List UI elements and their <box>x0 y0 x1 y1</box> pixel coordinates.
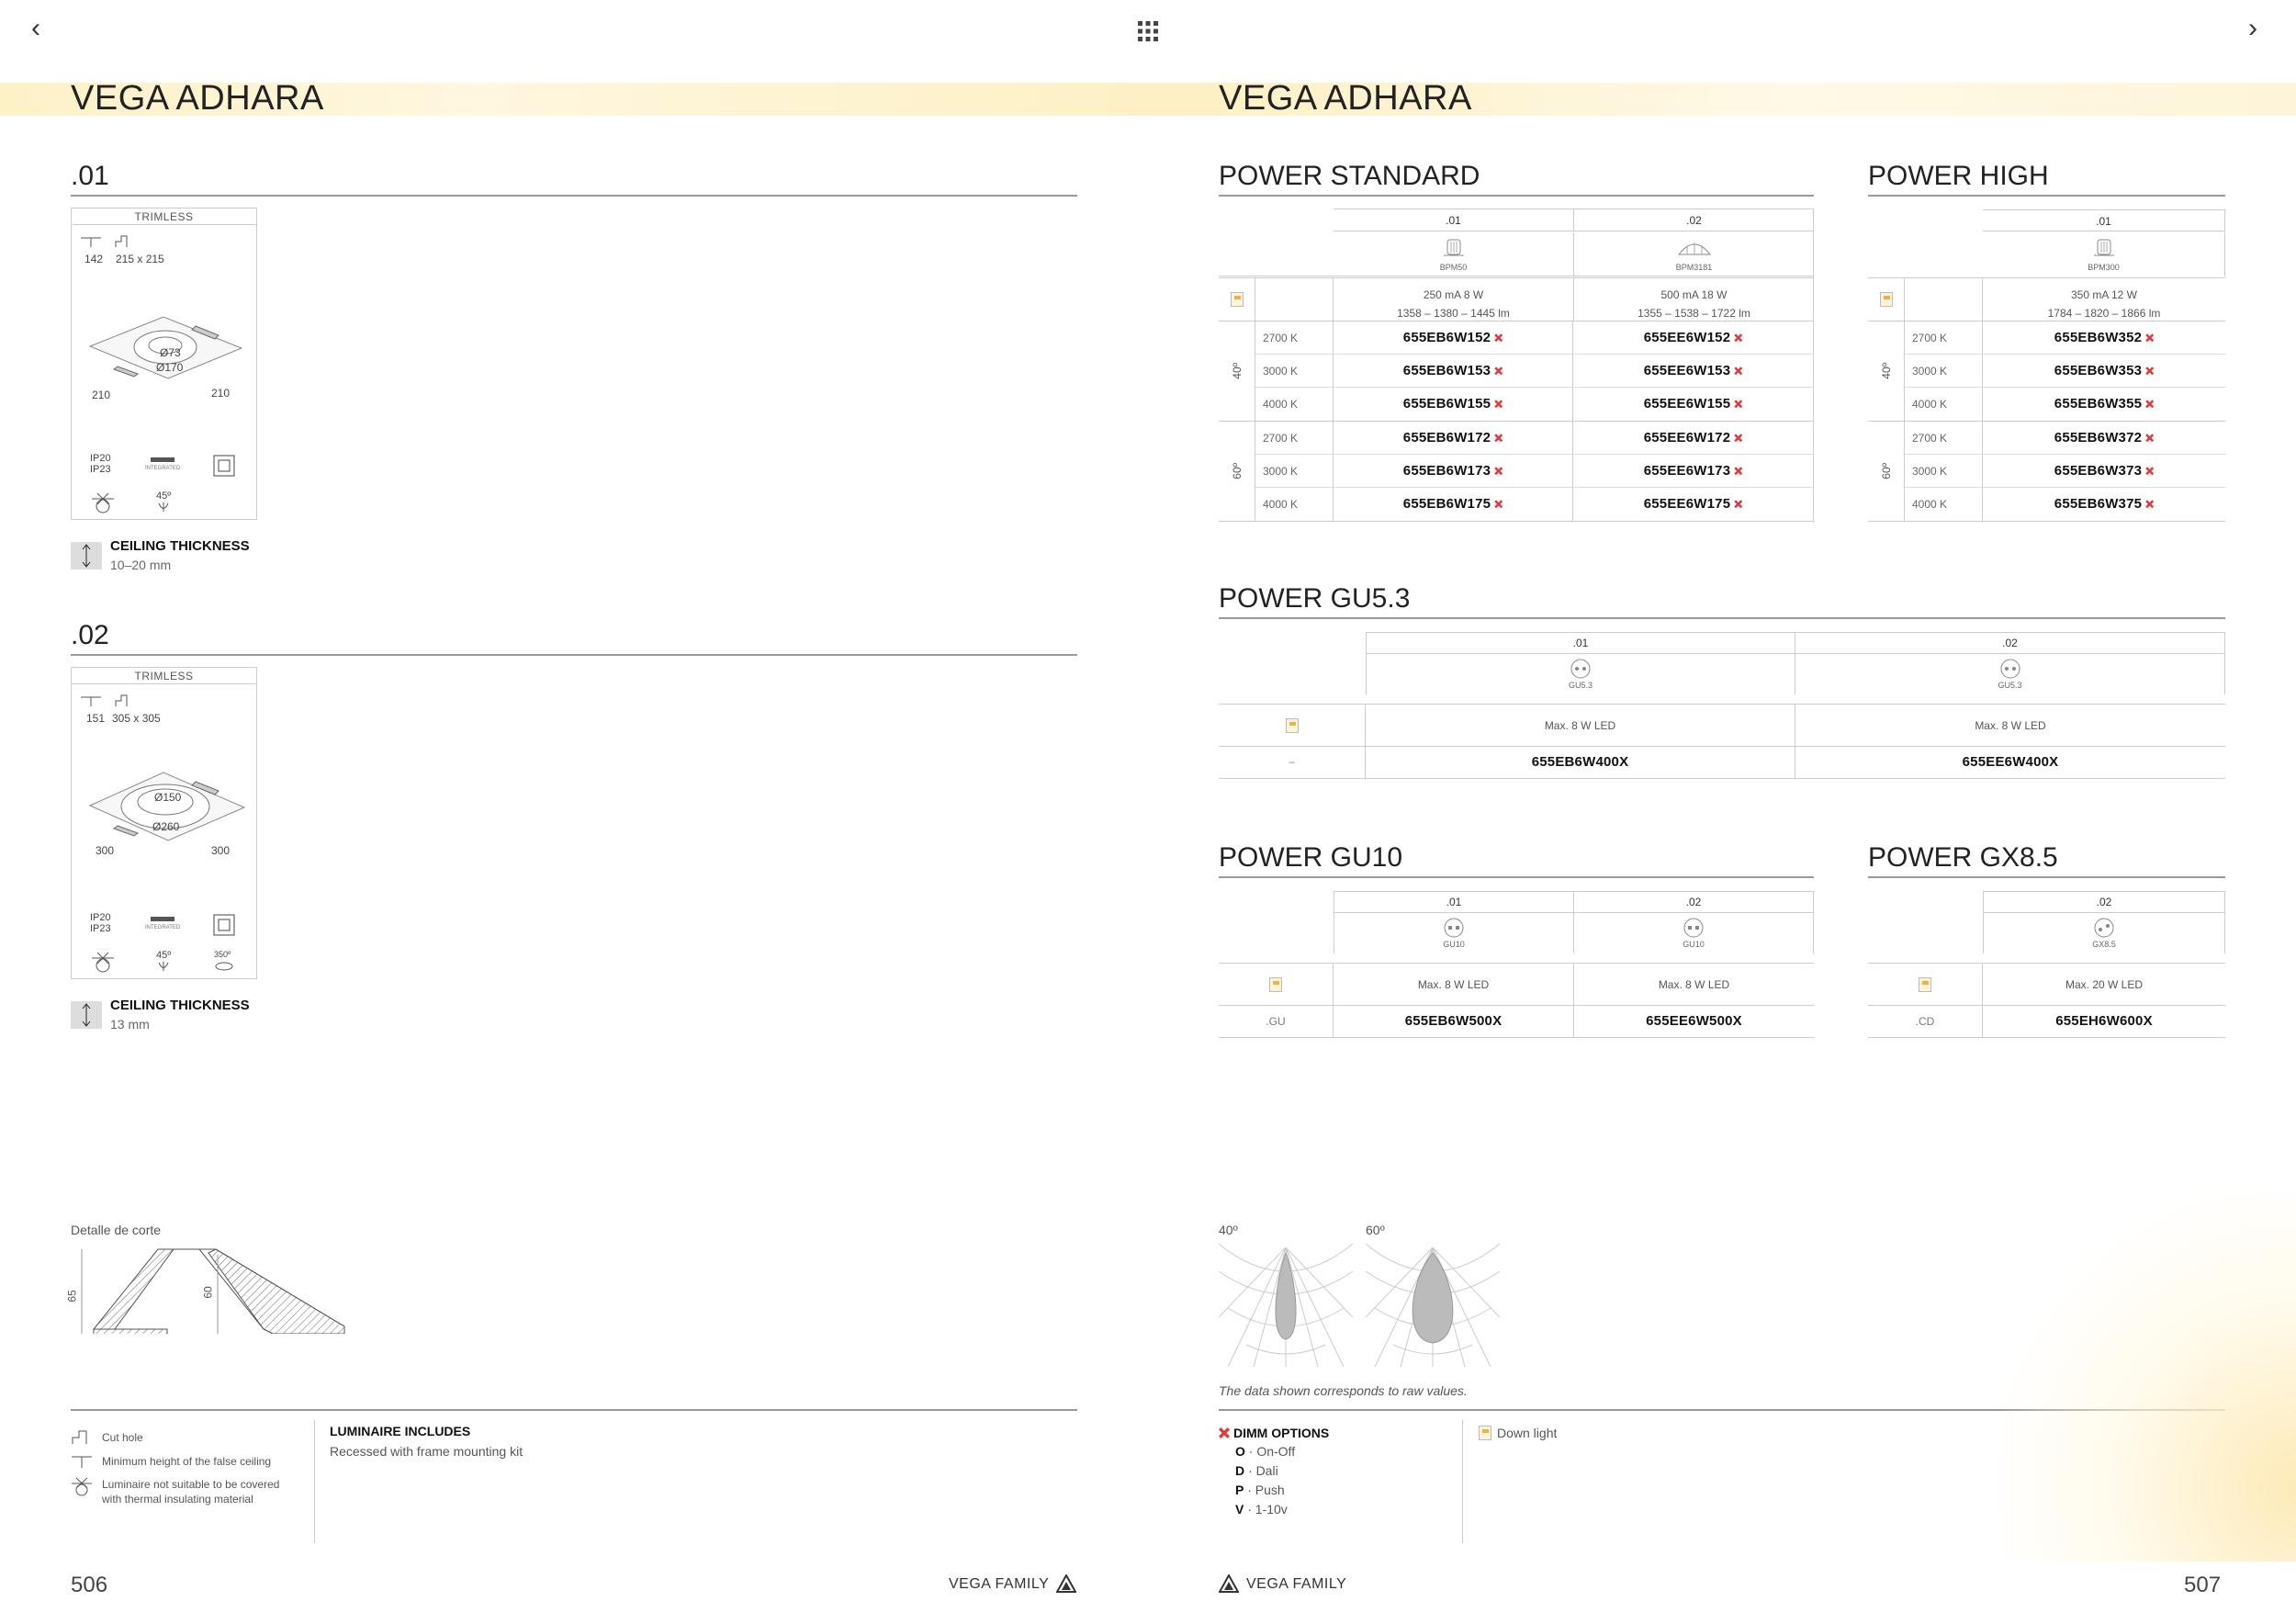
dimm-icon <box>2145 400 2154 408</box>
power-value: 350 mA 12 W <box>2070 288 2138 301</box>
power-value: Max. 8 W LED <box>1366 705 1795 746</box>
gu53-lamp-icon <box>1999 658 2021 680</box>
ps-lamps <box>1334 232 1814 276</box>
ps-power-row <box>1219 277 1814 321</box>
ceiling-thickness-value: 13 mm <box>110 1017 150 1032</box>
dimm-icon <box>1734 333 1742 342</box>
product-code: 655EB6W400X <box>1366 747 1795 778</box>
lamp-name: GU10 <box>1683 940 1705 949</box>
product-code: 655EB6W373 <box>2054 463 2143 479</box>
color-temp: 4000 K <box>1255 488 1334 521</box>
dimm-icon <box>2145 367 2154 375</box>
detail-height-1: 65 <box>65 1290 79 1303</box>
top-nav <box>0 0 2296 61</box>
gu10-header <box>1334 891 1814 953</box>
downlight-legend <box>1479 1426 1557 1440</box>
gu10-body <box>1219 963 1814 1038</box>
dimm-icon <box>1734 434 1742 442</box>
table-row <box>1255 355 1814 388</box>
product-code-cell <box>1573 355 1813 387</box>
luminaire-includes-text: Recessed with frame mounting kit <box>330 1444 523 1459</box>
vega-logo-icon <box>1219 1574 1239 1593</box>
row-label: .GU <box>1219 1006 1334 1037</box>
dimm-icon <box>2145 333 2154 342</box>
color-temp: 2700 K <box>1905 321 1983 354</box>
dimm-list <box>1219 1442 1329 1519</box>
color-temp: 2700 K <box>1905 422 1983 454</box>
row-label: – <box>1219 747 1366 778</box>
product-code: 655EE6W155 <box>1643 396 1731 412</box>
downlight-icon <box>1231 292 1244 307</box>
tilt-value: 45º <box>156 491 172 502</box>
legend-text: Minimum height of the false ceiling <box>102 1455 272 1468</box>
power-value: 500 mA 18 W <box>1660 288 1728 301</box>
spec-card-02 <box>71 667 257 979</box>
angle-group <box>1868 422 2225 522</box>
color-temp: 4000 K <box>1255 388 1334 421</box>
power-value: Max. 8 W LED <box>1975 719 2046 732</box>
tilt-value: 45º <box>156 950 172 961</box>
lamp-name: GX8.5 <box>2092 940 2116 949</box>
product-code: 655EE6W153 <box>1643 363 1731 378</box>
width-1: 210 <box>92 389 111 401</box>
table-row <box>1905 321 2225 355</box>
gu10-lamp-icon <box>1443 917 1465 939</box>
section-01-heading: .01 <box>71 158 1077 197</box>
color-temp: 3000 K <box>1255 455 1334 487</box>
product-code: 655EB6W172 <box>1402 430 1491 445</box>
product-code: 655EB6W375 <box>2054 496 2143 512</box>
legend-divider <box>1462 1420 1463 1543</box>
cut-hole-icon <box>71 1429 93 1446</box>
dimm-option: P · Push <box>1235 1483 1285 1497</box>
beam-40-label: 40º <box>1219 1223 1238 1237</box>
downlight-icon <box>1880 292 1893 307</box>
grid-icon[interactable] <box>1137 20 1159 47</box>
ip-rating-1: IP20 <box>90 453 111 464</box>
product-code-cell <box>1334 388 1573 421</box>
dimm-option: V · 1-10v <box>1235 1502 1288 1517</box>
luminaire-includes-title: LUMINAIRE INCLUDES <box>330 1424 471 1438</box>
dimm-icon <box>1734 467 1742 475</box>
gx85-body <box>1868 963 2225 1038</box>
product-code-cell <box>1573 488 1813 521</box>
lumen-value: 1355 – 1538 – 1722 lm <box>1638 307 1750 320</box>
dimm-icon <box>1494 400 1503 408</box>
power-gu10-heading: POWER GU10 <box>1219 840 1814 878</box>
corner-glow <box>2002 1194 2296 1562</box>
ceiling-thickness-value: 10–20 mm <box>110 558 172 572</box>
section-02-heading: .02 <box>71 617 1077 656</box>
ip-rating-1: IP20 <box>90 912 111 923</box>
legend-divider <box>314 1420 315 1543</box>
legend-text: Luminaire not suitable to be covered with thermal insulating material <box>102 1478 280 1506</box>
product-code: 655EB6W352 <box>2054 330 2143 345</box>
product-code: 655EB6W173 <box>1402 463 1491 479</box>
beam-angle: 60º <box>1879 463 1893 479</box>
rotation-icon <box>214 960 234 973</box>
no-insulation-icon <box>71 1477 93 1497</box>
product-code: 655EB6W152 <box>1402 330 1491 345</box>
angle-group <box>1219 321 1814 422</box>
downlight-icon <box>1919 977 1931 992</box>
dimm-icon <box>1734 367 1742 375</box>
dimm-option: D · Dali <box>1235 1463 1278 1478</box>
table-row <box>1905 355 2225 388</box>
lumen-value: 1358 – 1380 – 1445 lm <box>1397 307 1510 320</box>
beam-60-label: 60º <box>1366 1223 1385 1237</box>
power-standard-heading: POWER STANDARD <box>1219 158 1814 197</box>
ceiling-thickness-label: CEILING THICKNESS <box>110 998 250 1013</box>
angle-group <box>1219 422 1814 522</box>
product-code-cell <box>1983 455 2225 487</box>
dimm-option: O · On-Off <box>1235 1444 1296 1459</box>
raw-values-note: The data shown corresponds to raw values. <box>1219 1383 1468 1398</box>
col-num: .01 <box>1334 892 1574 912</box>
dimm-icon <box>2145 434 2154 442</box>
product-code: 655EB6W500X <box>1334 1006 1574 1037</box>
color-temp: 4000 K <box>1905 488 1983 521</box>
product-code-cell <box>1573 321 1813 354</box>
integrated-driver-label: INTEGRATED <box>145 925 181 930</box>
beam-angle: 40º <box>1879 363 1893 379</box>
product-code-cell <box>1334 455 1573 487</box>
lamp-name: GU5.3 <box>1568 681 1593 690</box>
col-num: .01 <box>1983 209 2225 231</box>
color-temp: 3000 K <box>1905 355 1983 387</box>
ceiling-thickness-icon <box>71 1001 102 1029</box>
row-label: .CD <box>1868 1006 1983 1037</box>
product-code: 655EB6W372 <box>2054 430 2143 445</box>
diameter-1: Ø150 <box>154 791 182 804</box>
angle-group <box>1868 321 2225 422</box>
product-code-cell <box>1573 455 1813 487</box>
ps-code-rows <box>1219 321 1814 522</box>
product-code-cell <box>1983 321 2225 354</box>
gx85-lamp-icon <box>2093 917 2115 939</box>
downlight-icon <box>1269 977 1282 992</box>
dimm-icon <box>1494 367 1503 375</box>
width-1: 300 <box>96 844 115 857</box>
min-height-icon <box>71 1453 93 1470</box>
square-trim-icon <box>213 455 235 477</box>
dimm-icon <box>1734 500 1742 508</box>
color-temp: 4000 K <box>1905 388 1983 421</box>
dimm-options <box>1219 1426 1329 1519</box>
spec-card-01 <box>71 208 257 520</box>
table-row <box>1255 455 1814 488</box>
lamp-name: BPM50 <box>1439 263 1468 272</box>
height-cut-icons <box>79 694 253 712</box>
col-num: .02 <box>1686 214 1702 227</box>
product-code: 655EE6W173 <box>1643 463 1731 479</box>
lamp-bpm3181-icon <box>1676 238 1713 258</box>
lamp-bpm50-icon <box>1442 238 1466 258</box>
power-value: 250 mA 8 W <box>1423 288 1484 301</box>
gu53-lamp-icon <box>1570 658 1592 680</box>
ceiling-thickness-label: CEILING THICKNESS <box>110 538 250 554</box>
beam-60-diagram <box>1366 1244 1500 1367</box>
dimm-icon <box>1734 400 1742 408</box>
product-code: 655EB6W353 <box>2054 363 2143 378</box>
prev-page-button[interactable]: ‹ <box>31 13 40 43</box>
table-row <box>1905 455 2225 488</box>
ip-rating-2: IP23 <box>90 464 111 475</box>
power-gx85-heading: POWER GX8.5 <box>1868 840 2225 878</box>
dimm-icon <box>2145 500 2154 508</box>
detail-cut-label: Detalle de corte <box>71 1223 162 1237</box>
col-num: .02 <box>1983 891 2225 913</box>
power-high-heading: POWER HIGH <box>1868 158 2225 197</box>
power-value: Max. 8 W LED <box>1658 978 1730 991</box>
downlight-text: Down light <box>1497 1426 1558 1440</box>
lamp-bpm300-icon <box>2092 238 2116 258</box>
table-row <box>1905 388 2225 421</box>
diameter-2: Ø170 <box>156 361 184 374</box>
downlight-icon <box>1286 718 1299 733</box>
left-footer-brand: VEGA FAMILY <box>949 1576 1050 1592</box>
col-num: .01 <box>1366 633 1795 653</box>
product-code-cell <box>1334 355 1573 387</box>
cut-value: 215 x 215 <box>116 253 164 265</box>
dimm-icon <box>2145 467 2154 475</box>
product-code-cell <box>1573 422 1813 454</box>
gx85-header <box>1983 891 2225 953</box>
gu53-body <box>1219 704 2225 779</box>
ps-col-nums <box>1334 209 1814 231</box>
ph-code-rows <box>1868 321 2225 522</box>
gu10-lamp-icon <box>1683 917 1705 939</box>
legend-list <box>71 1426 310 1506</box>
dimm-icon <box>1494 500 1503 508</box>
height-value: 142 <box>84 253 104 265</box>
power-value: Max. 20 W LED <box>2065 978 2144 991</box>
integrated-driver-label: INTEGRATED <box>145 466 181 471</box>
col-num: .01 <box>1334 209 1574 231</box>
color-temp: 3000 K <box>1255 355 1334 387</box>
right-footer-brand: VEGA FAMILY <box>1246 1576 1347 1592</box>
next-page-button[interactable]: › <box>2248 13 2257 43</box>
product-code-cell <box>1983 355 2225 387</box>
left-footer-rule <box>71 1409 1077 1411</box>
lamp-name: BPM300 <box>2088 263 2120 272</box>
detail-height-2: 60 <box>201 1286 215 1299</box>
no-insulation-icon <box>90 491 116 515</box>
power-value: Max. 8 W LED <box>1334 964 1574 1005</box>
diameter-2: Ø260 <box>152 820 180 833</box>
width-2: 300 <box>211 844 231 857</box>
product-code: 655EE6W400X <box>1962 754 2059 770</box>
driver-icon <box>149 916 178 923</box>
lamp-name: GU5.3 <box>1998 681 2022 690</box>
product-code: 655EB6W153 <box>1402 363 1491 378</box>
ip-rating-2: IP23 <box>90 923 111 934</box>
beam-angle: 60º <box>1230 463 1244 479</box>
beam-angle: 40º <box>1230 363 1244 379</box>
ceiling-thickness-icon <box>71 542 102 570</box>
color-temp: 2700 K <box>1255 422 1334 454</box>
lamp-name: BPM3181 <box>1675 263 1713 272</box>
square-trim-icon <box>213 914 235 936</box>
product-code-cell <box>1573 388 1813 421</box>
width-2: 210 <box>211 387 231 400</box>
card-title: TRIMLESS <box>72 209 256 225</box>
ph-power-row <box>1868 277 2225 321</box>
lamp-name: GU10 <box>1443 940 1465 949</box>
tilt-icon <box>156 960 171 975</box>
table-row <box>1255 321 1814 355</box>
product-code: 655EH6W600X <box>2055 1013 2153 1029</box>
product-code-cell <box>1334 321 1573 354</box>
color-temp: 2700 K <box>1255 321 1334 354</box>
dimm-icon <box>1494 333 1503 342</box>
left-page-number: 506 <box>71 1573 108 1597</box>
product-code: 655EB6W155 <box>1402 396 1491 412</box>
product-code: 655EE6W500X <box>1646 1013 1742 1029</box>
lumen-value: 1784 – 1820 – 1866 lm <box>2047 307 2161 320</box>
product-code-cell <box>1334 422 1573 454</box>
product-code: 655EE6W152 <box>1643 330 1731 345</box>
product-code: 655EB6W355 <box>2054 396 2143 412</box>
table-row <box>1905 488 2225 521</box>
product-code: 655EE6W172 <box>1643 430 1731 445</box>
diameter-1: Ø73 <box>160 346 181 359</box>
table-row <box>1905 422 2225 455</box>
driver-icon <box>149 457 178 464</box>
table-row <box>1255 388 1814 421</box>
height-value: 151 <box>86 712 106 725</box>
product-code: 655EB6W175 <box>1402 496 1491 512</box>
right-page-title: VEGA ADHARA <box>1219 79 1472 118</box>
product-code: 655EE6W175 <box>1643 496 1731 512</box>
product-code-cell <box>1334 488 1573 521</box>
dimm-title: DIMM OPTIONS <box>1233 1426 1330 1440</box>
product-code-cell <box>1983 488 2225 521</box>
vega-logo-icon <box>1056 1574 1076 1593</box>
legend-text: Cut hole <box>102 1431 143 1444</box>
product-code-cell <box>1983 422 2225 454</box>
power-gu53-heading: POWER GU5.3 <box>1219 581 2225 619</box>
beam-40-diagram <box>1219 1244 1353 1367</box>
col-num: .02 <box>1795 633 2225 653</box>
color-temp: 3000 K <box>1905 455 1983 487</box>
left-page-title: VEGA ADHARA <box>71 79 324 118</box>
cut-value: 305 x 305 <box>112 712 161 725</box>
ph-lamp <box>1983 232 2225 276</box>
rotation-value: 350º <box>214 950 231 959</box>
dimm-icon <box>1494 434 1503 442</box>
tilt-icon <box>156 501 171 515</box>
no-insulation-icon <box>90 951 116 975</box>
table-row <box>1255 488 1814 521</box>
table-row <box>1255 422 1814 455</box>
height-cut-icons <box>79 234 253 253</box>
dimm-icon <box>1219 1427 1230 1438</box>
right-page-number: 507 <box>2184 1573 2222 1597</box>
dimm-icon <box>1494 467 1503 475</box>
product-code-cell <box>1983 388 2225 421</box>
card-title: TRIMLESS <box>72 668 256 684</box>
col-num: .02 <box>1574 892 1814 912</box>
downlight-icon <box>1479 1426 1491 1440</box>
